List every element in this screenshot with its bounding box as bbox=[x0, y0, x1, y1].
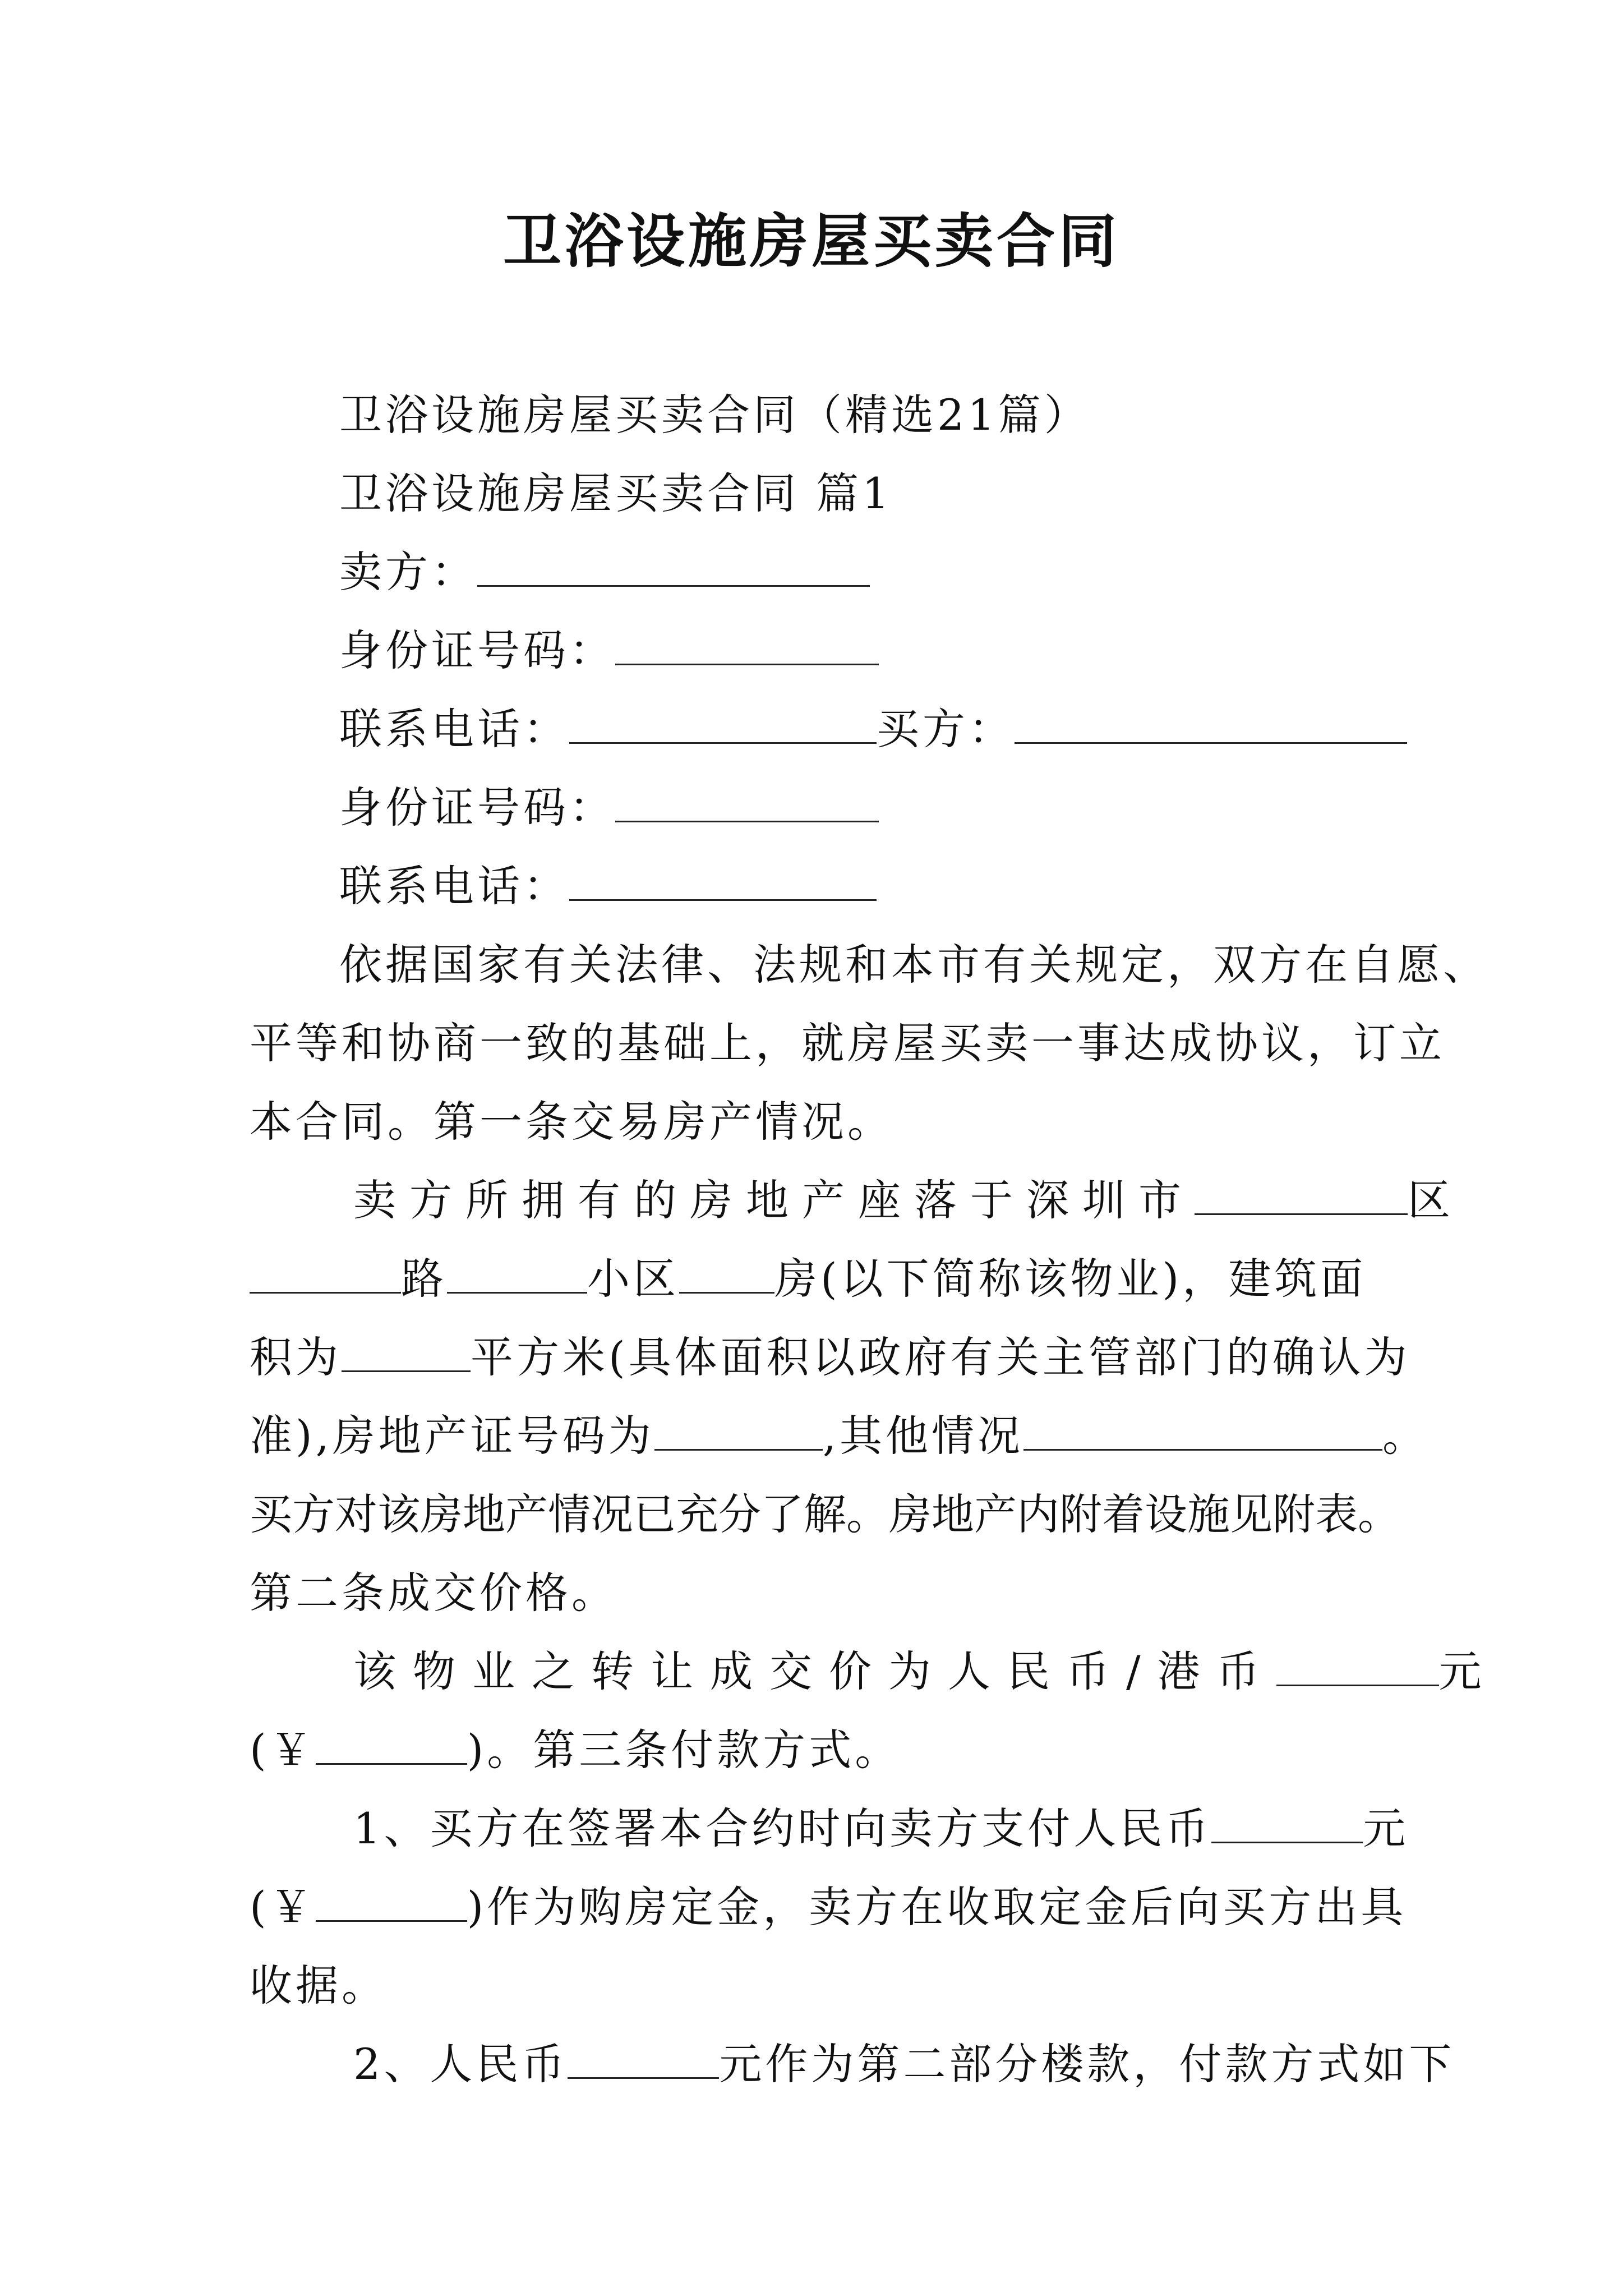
seller-phone-blank[interactable] bbox=[569, 705, 877, 744]
price-yuan-blank[interactable] bbox=[316, 1726, 467, 1765]
road-blank[interactable] bbox=[250, 1255, 401, 1294]
certificate-blank[interactable] bbox=[654, 1412, 823, 1451]
paragraph-line: 第二条成交价格。 bbox=[250, 1568, 617, 1618]
paragraph-line: 本合同。第一条交易房产情况。 bbox=[250, 1097, 893, 1147]
buyer-label: 买方： bbox=[877, 704, 1015, 754]
district-blank[interactable] bbox=[1195, 1176, 1408, 1215]
document-subtitle: 卫浴设施房屋买卖合同（精选21篇） bbox=[339, 390, 1090, 440]
paragraph-line bbox=[250, 1329, 1410, 1386]
text-span: ,其他情况 bbox=[822, 1411, 1023, 1461]
paragraph-line bbox=[250, 1408, 1428, 1464]
seller-label: 卖方： bbox=[339, 547, 477, 597]
buyer-phone-label: 联系电话： bbox=[339, 861, 569, 911]
text-span: )作为购房定金，卖方在收取定金后向买方出具 bbox=[467, 1882, 1407, 1932]
seller-id-label: 身份证号码： bbox=[339, 625, 615, 675]
paragraph-line bbox=[353, 2036, 1455, 2092]
paragraph-line bbox=[250, 1722, 1394, 1778]
text-span: 积为 bbox=[250, 1332, 342, 1382]
section-heading: 卫浴设施房屋买卖合同 篇1 bbox=[339, 468, 893, 518]
area-blank[interactable] bbox=[342, 1333, 471, 1372]
buyer-phone-row bbox=[339, 858, 1394, 914]
text-span: 元 bbox=[1438, 1646, 1498, 1696]
text-span: 小区 bbox=[587, 1254, 679, 1304]
price-blank[interactable] bbox=[1276, 1648, 1439, 1686]
paragraph-line: 依据国家有关法律、法规和本市有关规定，双方在自愿、 bbox=[339, 940, 1489, 990]
paragraph-line bbox=[353, 1801, 1409, 1857]
deposit-blank[interactable] bbox=[1211, 1805, 1363, 1843]
text-span: 。 bbox=[1382, 1411, 1428, 1461]
buyer-id-row bbox=[339, 780, 1394, 836]
text-span: 该物业之转让成交价为人民币/港币 bbox=[353, 1646, 1276, 1696]
text-span: 房(以下简称该物业)，建筑面 bbox=[774, 1254, 1367, 1304]
other-blank[interactable] bbox=[1023, 1412, 1382, 1451]
seller-id-row bbox=[339, 623, 1394, 679]
text-span: 元 bbox=[1363, 1803, 1409, 1853]
text-span: (￥ bbox=[250, 1725, 316, 1775]
paragraph-line: 平等和协商一致的基础上，就房屋买卖一事达成协议，订立 bbox=[250, 1018, 1445, 1068]
seller-id-blank[interactable] bbox=[615, 627, 879, 665]
paragraph-line bbox=[250, 1251, 1394, 1307]
seller-phone-row bbox=[339, 701, 1394, 757]
paragraph-line bbox=[250, 1879, 1407, 1935]
seller-row bbox=[339, 544, 1394, 600]
text-span: 元作为第二部分楼款，付款方式如下 bbox=[719, 2039, 1455, 2089]
text-span: 平方米(具体面积以政府有关主管部门的确认为 bbox=[471, 1332, 1410, 1382]
text-span: (￥ bbox=[250, 1882, 316, 1932]
text-span: 区 bbox=[1408, 1175, 1464, 1225]
text-span: )。第三条付款方式。 bbox=[467, 1725, 901, 1775]
room-blank[interactable] bbox=[679, 1255, 774, 1294]
text-span: 准),房地产证号码为 bbox=[250, 1411, 654, 1461]
buyer-phone-blank[interactable] bbox=[569, 862, 877, 901]
seller-phone-label: 联系电话： bbox=[339, 704, 569, 754]
buyer-blank[interactable] bbox=[1015, 705, 1407, 744]
text-span: 2、人民币 bbox=[353, 2039, 568, 2089]
paragraph-line: 收据。 bbox=[250, 1961, 388, 2010]
paragraph-line bbox=[353, 1644, 1498, 1700]
community-blank[interactable] bbox=[447, 1255, 587, 1294]
seller-blank[interactable] bbox=[477, 548, 870, 587]
paragraph-line: 买方对该房地产情况已充分了解。房地产内附着设施见附表。 bbox=[250, 1489, 1400, 1539]
deposit-yuan-blank[interactable] bbox=[316, 1883, 467, 1922]
document-title: 卫浴设施房屋买卖合同 bbox=[502, 206, 1120, 275]
text-span: 路 bbox=[401, 1254, 447, 1304]
buyer-id-blank[interactable] bbox=[615, 784, 879, 822]
second-payment-blank[interactable] bbox=[568, 2040, 719, 2079]
buyer-id-label: 身份证号码： bbox=[339, 783, 615, 832]
text-span: 卖方所拥有的房地产座落于深圳市 bbox=[353, 1175, 1195, 1225]
text-span: 1、买方在签署本合约时向卖方支付人民币 bbox=[353, 1803, 1212, 1853]
paragraph-line bbox=[353, 1172, 1464, 1228]
